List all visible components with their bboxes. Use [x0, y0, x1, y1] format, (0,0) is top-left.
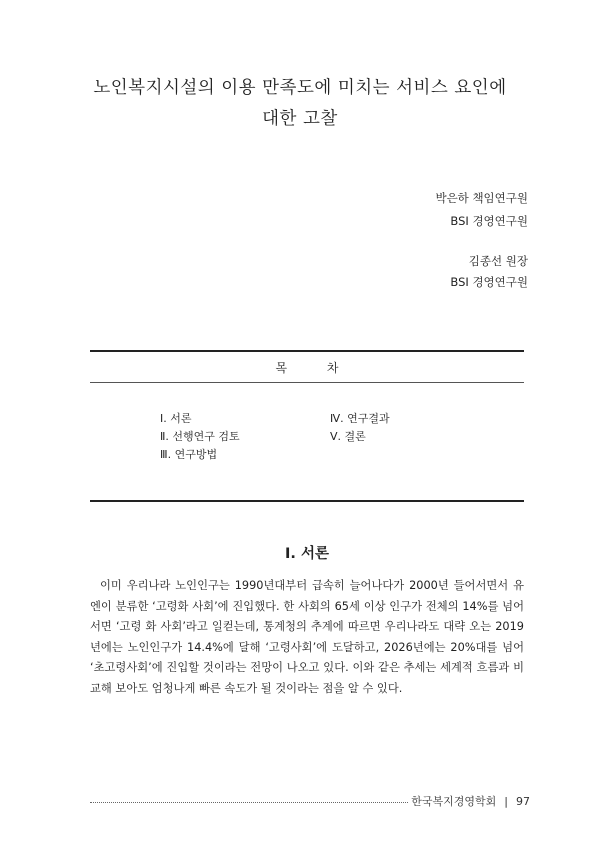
toc-item-conclusion: Ⅴ. 결론 — [330, 430, 366, 443]
footer-separator: | — [504, 795, 508, 808]
footer — [411, 793, 530, 809]
paper-title-line-1: 노인복지시설의 이용 만족도에 미치는 서비스 요인에 — [93, 78, 507, 98]
toc-item-results: Ⅳ. 연구결과 — [330, 412, 390, 425]
footer-dotted-leader — [90, 802, 408, 803]
body-paragraph: 이미 우리나라 노인인구는 1990년대부터 급속히 늘어나다가 2000년 들어서면서 유엔이 분류한 ‘고령화 사회’에 진입했다. 한 사회의 65세 이상 인구가 전체의 14%를 넘어서면 ‘고령 화 사회’라고 일컫는데, 통계청의 추계에 따르면 우리나라도 대략 오는 2019년에는 노인인구가 14.4%에 달해 ‘고령사회’에 도달하고, 2026년에는 20%대를 넘어 ‘초고령사회’에 진입할 것이라는 전망이 나오고 있다. 이와 같은 추세는 세계적 흐름과 비교해 보아도 엄청나게 빠른 속도가 될 것이라는 점을 알 수 있다. — [90, 579, 524, 695]
toc-item-methods: Ⅲ. 연구방법 — [160, 448, 218, 461]
author-2-name: 김종선 원장 — [468, 254, 528, 268]
author-1-name: 박은하 책임연구원 — [435, 191, 528, 205]
toc-divider — [90, 382, 524, 383]
toc-bottom-rule — [90, 500, 524, 502]
toc-top-rule — [90, 350, 524, 352]
page-number: 97 — [516, 795, 530, 808]
section-heading: Ⅰ. 서론 — [285, 546, 329, 562]
author-1-affiliation: BSI 경영연구원 — [450, 214, 528, 228]
footer-journal-name: 한국복지경영학회 — [411, 795, 497, 808]
body-text — [90, 576, 524, 699]
paper-title-line-2: 대한 고찰 — [262, 109, 338, 129]
toc-item-introduction: Ⅰ. 서론 — [160, 412, 192, 425]
toc-item-literature-review: Ⅱ. 선행연구 검토 — [160, 430, 240, 443]
author-2-affiliation: BSI 경영연구원 — [450, 275, 528, 289]
toc-heading: 목 차 — [275, 361, 357, 375]
